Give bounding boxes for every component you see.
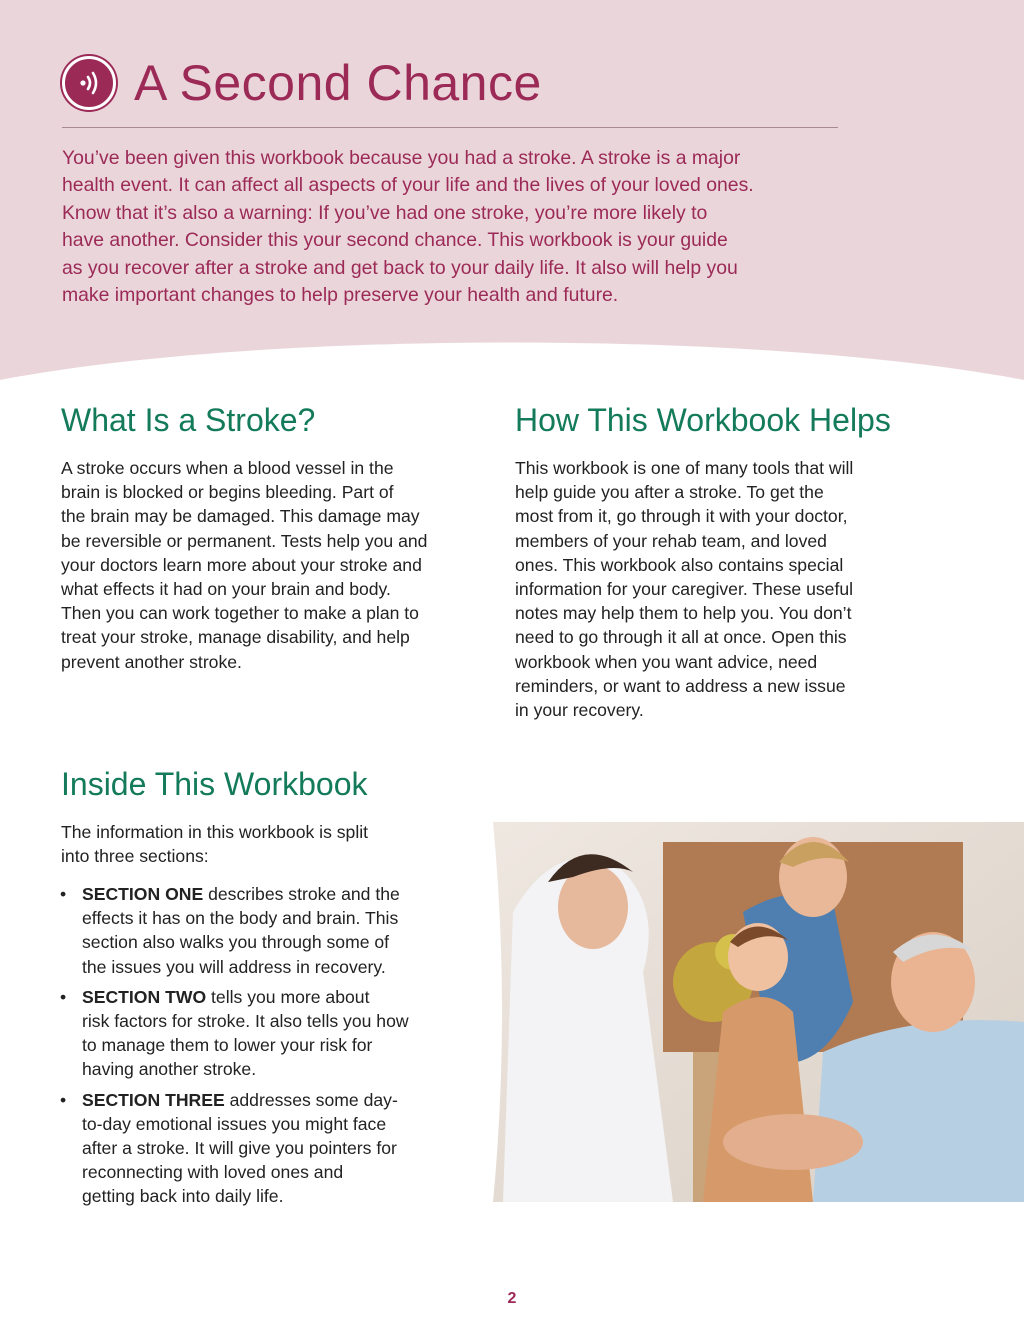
intro-line: health event. It can affect all aspects of your life and the lives of your loved ones. [62, 174, 754, 197]
text-line: be reversible or permanent. Tests help you and [61, 530, 428, 551]
intro-line: make important changes to help preserve your health and future. [62, 284, 619, 307]
text-line: effects it has on the body and brain. This [82, 908, 399, 929]
text-line: need to go through it all at once. Open this [515, 627, 847, 648]
intro-line: Know that it’s also a warning: If you’ve had one stroke, you’re more likely to [62, 201, 708, 224]
text-line: brain is blocked or begins bleeding. Part of [61, 482, 394, 503]
text-line: most from it, go through it with your doctor, [515, 506, 848, 527]
text-line: help guide you after a stroke. To get the [515, 482, 824, 503]
text-line: to-day emotional issues you might face [82, 1113, 387, 1134]
text-line: the issues you will address in recovery. [82, 956, 386, 977]
page-number: 2 [507, 1290, 517, 1307]
text-line: describes stroke and the [203, 884, 400, 904]
text-line: A stroke occurs when a blood vessel in the [61, 458, 394, 478]
title-row [62, 54, 542, 112]
text-line: information for your caregiver. These useful [515, 579, 854, 600]
text-line: treat your stroke, manage disability, and help [61, 627, 410, 648]
intro-line: You’ve been given this workbook because you had a stroke. A stroke is a major [62, 147, 741, 169]
audio-icon[interactable] [62, 56, 116, 110]
text-line: addresses some day- [224, 1089, 398, 1110]
text-line: prevent another stroke. [61, 651, 242, 672]
list-item-section-two [58, 985, 468, 1082]
text-line: after a stroke. It will give you pointers for [82, 1138, 397, 1159]
section-label: SECTION TWO [82, 986, 207, 1007]
inside-workbook-intro [61, 820, 471, 868]
list-item-section-one [58, 882, 468, 979]
audio-waves-icon [74, 68, 104, 98]
how-workbook-helps-text [515, 456, 935, 722]
text-line: section also walks you through some of [82, 932, 390, 953]
text-line: members of your rehab team, and loved [515, 530, 827, 551]
text-line: what effects it had on your brain and body. [61, 579, 391, 600]
text-line: reconnecting with loved ones and [82, 1162, 344, 1183]
text-line: in your recovery. [515, 700, 644, 721]
text-line: tells you more about [206, 986, 370, 1007]
text-line: This workbook is one of many tools that will [515, 458, 854, 478]
page-title: A Second Chance [134, 55, 542, 111]
text-line: ones. This workbook also contains special [515, 554, 844, 575]
family-care-photo [493, 822, 1024, 1202]
what-is-stroke-heading: What Is a Stroke? [61, 402, 316, 438]
text-line: getting back into daily life. [82, 1186, 284, 1207]
text-line: risk factors for stroke. It also tells you how [82, 1011, 409, 1032]
intro-line: as you recover after a stroke and get back to your daily life. It also will help you [62, 256, 738, 279]
text-line: Then you can work together to make a plan to [61, 603, 419, 624]
text-line: notes may help them to help you. You don’t [515, 603, 852, 624]
text-line: The information in this workbook is split [61, 822, 369, 842]
text-line: to manage them to lower your risk for [82, 1035, 373, 1056]
inside-workbook-heading: Inside This Workbook [61, 766, 368, 802]
list-item-section-three [58, 1088, 468, 1209]
how-workbook-helps-heading: How This Workbook Helps [515, 402, 891, 438]
header-curve [0, 320, 1024, 400]
text-line: having another stroke. [82, 1059, 257, 1080]
section-label: SECTION ONE [82, 884, 204, 904]
text-line: into three sections: [61, 846, 209, 867]
intro-line: have another. Consider this your second chance. This workbook is your guide [62, 229, 728, 252]
text-line: reminders, or want to address a new issue [515, 675, 846, 696]
title-divider [62, 127, 838, 128]
what-is-stroke-text [61, 456, 481, 674]
text-line: the brain may be damaged. This damage may [61, 506, 420, 527]
text-line: your doctors learn more about your stroke and [61, 554, 422, 575]
intro-paragraph [62, 145, 842, 309]
section-label: SECTION THREE [82, 1089, 225, 1110]
text-line: workbook when you want advice, need [515, 651, 818, 672]
sections-list [58, 882, 468, 1215]
